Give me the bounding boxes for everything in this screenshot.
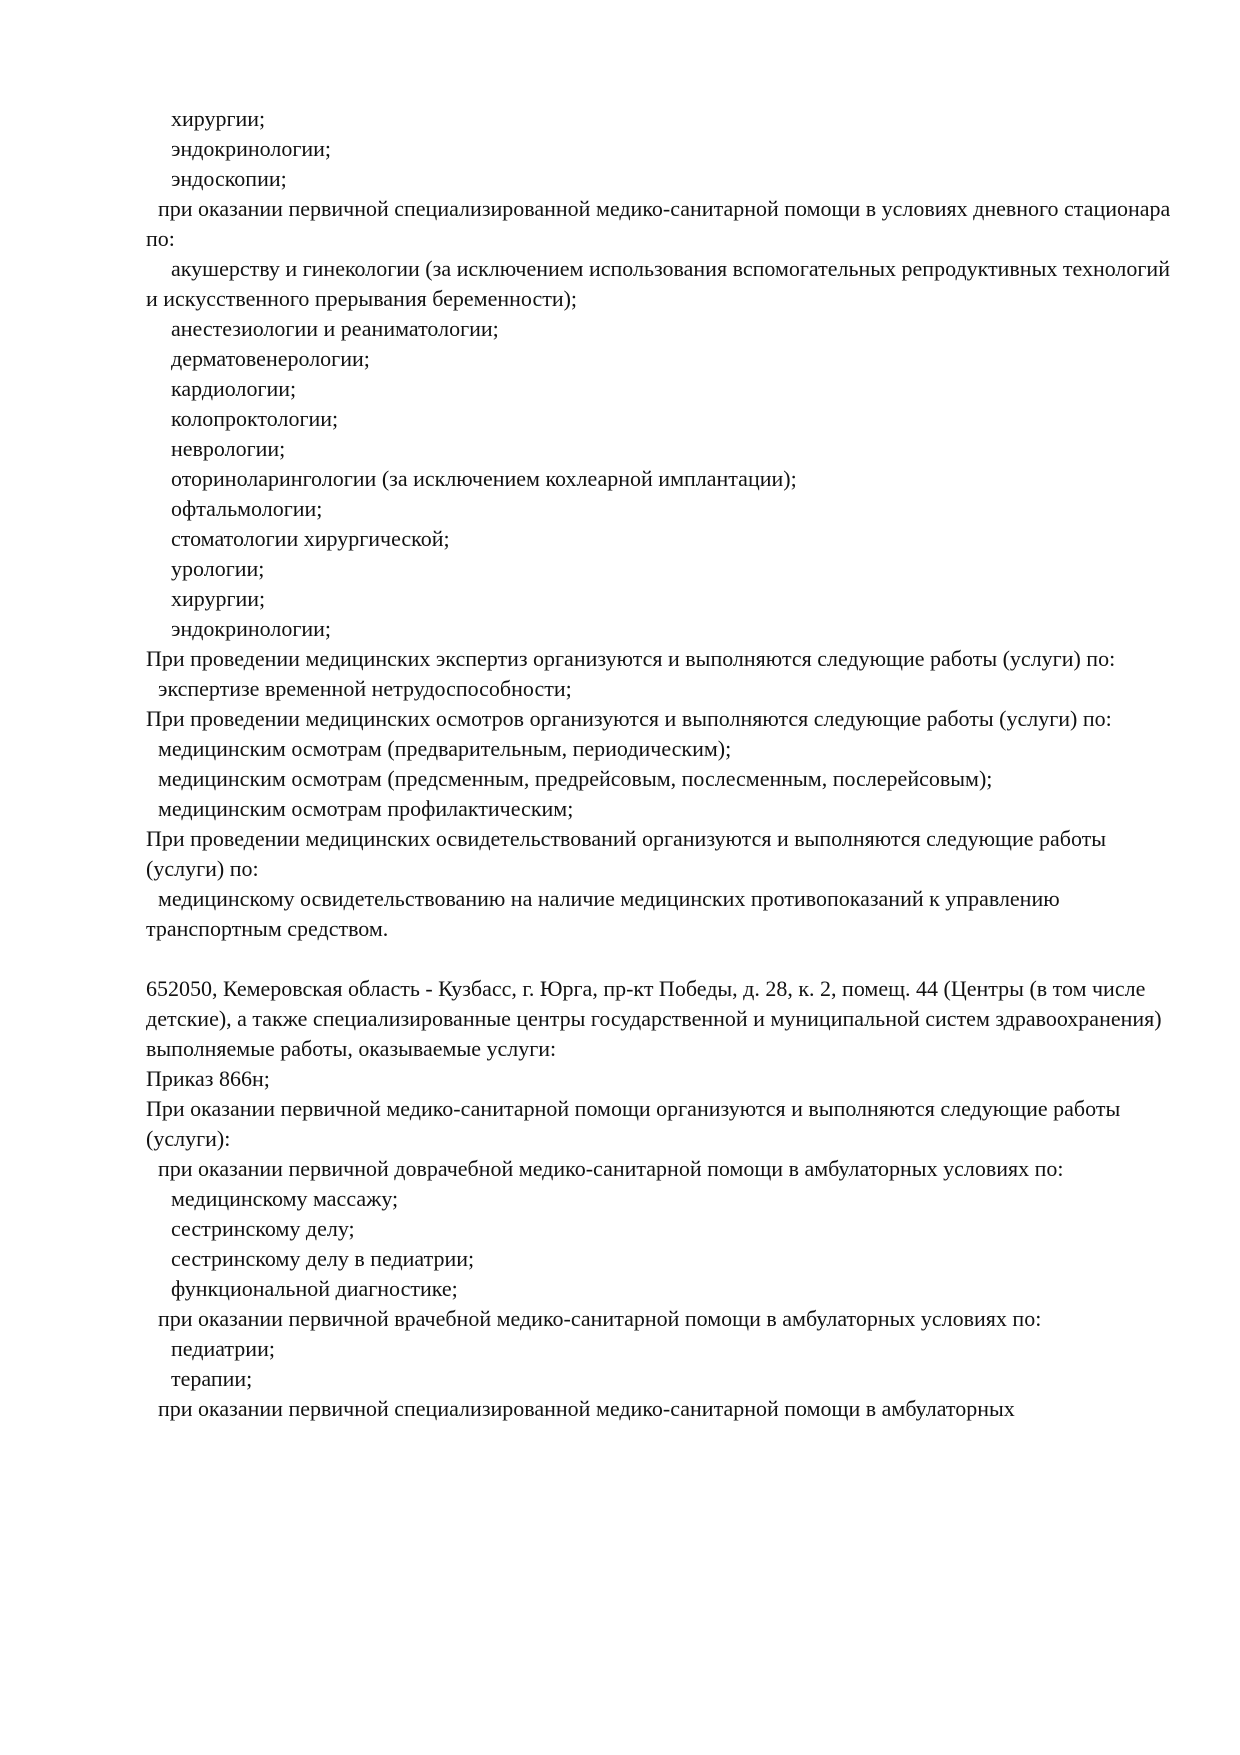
document-line: медицинским осмотрам (предварительным, периодическим); — [158, 736, 732, 761]
document-line: эндокринологии; — [171, 136, 332, 161]
document-line: хирургии; — [171, 586, 266, 611]
document-line: педиатрии; — [171, 1336, 275, 1361]
document-line: акушерству и гинекологии (за исключением использования вспомогательных репродуктивных технологий и искусственного прерывания беременности); — [146, 256, 1170, 311]
document-line: медицинским осмотрам (предсменным, предрейсовым, послесменным, послерейсовым); — [158, 766, 993, 791]
document-line: офтальмологии; — [171, 496, 323, 521]
document-line: При оказании первичной медико-санитарной помощи организуются и выполняются следующие работы (услуги): — [146, 1096, 1121, 1151]
document-line: функциональной диагностике; — [171, 1276, 458, 1301]
services-list-section-1 — [146, 104, 1180, 944]
document-line: эндоскопии; — [171, 166, 287, 191]
document-line: Приказ 866н; — [146, 1066, 270, 1091]
document-line: сестринскому делу; — [171, 1216, 355, 1241]
document-line: неврологии; — [171, 436, 286, 461]
document-page — [146, 104, 1180, 1424]
document-line: анестезиологии и реаниматологии; — [171, 316, 499, 341]
document-line: При проведении медицинских осмотров организуются и выполняются следующие работы (услуги) по: — [146, 706, 1112, 731]
document-line: при оказании первичной врачебной медико-санитарной помощи в амбулаторных условиях по: — [158, 1306, 1042, 1331]
document-line: стоматологии хирургической; — [171, 526, 450, 551]
document-line: кардиологии; — [171, 376, 297, 401]
document-line: сестринскому делу в педиатрии; — [171, 1246, 475, 1271]
address-paragraph: 652050, Кемеровская область - Кузбасс, г. Юрга, пр-кт Победы, д. 28, к. 2, помещ. 44 (Центры (в том числе детские), а также специализированные центры государственной и муниципальной систем здравоохранения) — [146, 976, 1162, 1031]
document-line: медицинскому массажу; — [171, 1186, 399, 1211]
document-line: урологии; — [171, 556, 265, 581]
paragraph-gap — [146, 944, 1180, 974]
document-line: колопроктологии; — [171, 406, 339, 431]
document-line: При проведении медицинских экспертиз организуются и выполняются следующие работы (услуги) по: — [146, 646, 1116, 671]
document-line: хирургии; — [171, 106, 266, 131]
document-line: дерматовенерологии; — [171, 346, 370, 371]
document-line: оториноларингологии (за исключением кохлеарной имплантации); — [171, 466, 797, 491]
document-line: При проведении медицинских освидетельствований организуются и выполняются следующие работы (услуги) по: — [146, 826, 1107, 881]
document-line: эндокринологии; — [171, 616, 332, 641]
document-line: экспертизе временной нетрудоспособности; — [158, 676, 572, 701]
document-line: медицинскому освидетельствованию на наличие медицинских противопоказаний к управлению транспортным средством. — [146, 886, 1060, 941]
document-line: выполняемые работы, оказываемые услуги: — [146, 1036, 557, 1061]
document-line: медицинским осмотрам профилактическим; — [158, 796, 574, 821]
document-line: при оказании первичной специализированной медико-санитарной помощи в амбулаторных — [158, 1396, 1015, 1421]
document-line: при оказании первичной доврачебной медико-санитарной помощи в амбулаторных условиях по: — [158, 1156, 1064, 1181]
document-line: терапии; — [171, 1366, 253, 1391]
services-list-section-2 — [146, 1034, 1180, 1424]
document-line: при оказании первичной специализированной медико-санитарной помощи в условиях дневного стационара по: — [146, 196, 1171, 251]
